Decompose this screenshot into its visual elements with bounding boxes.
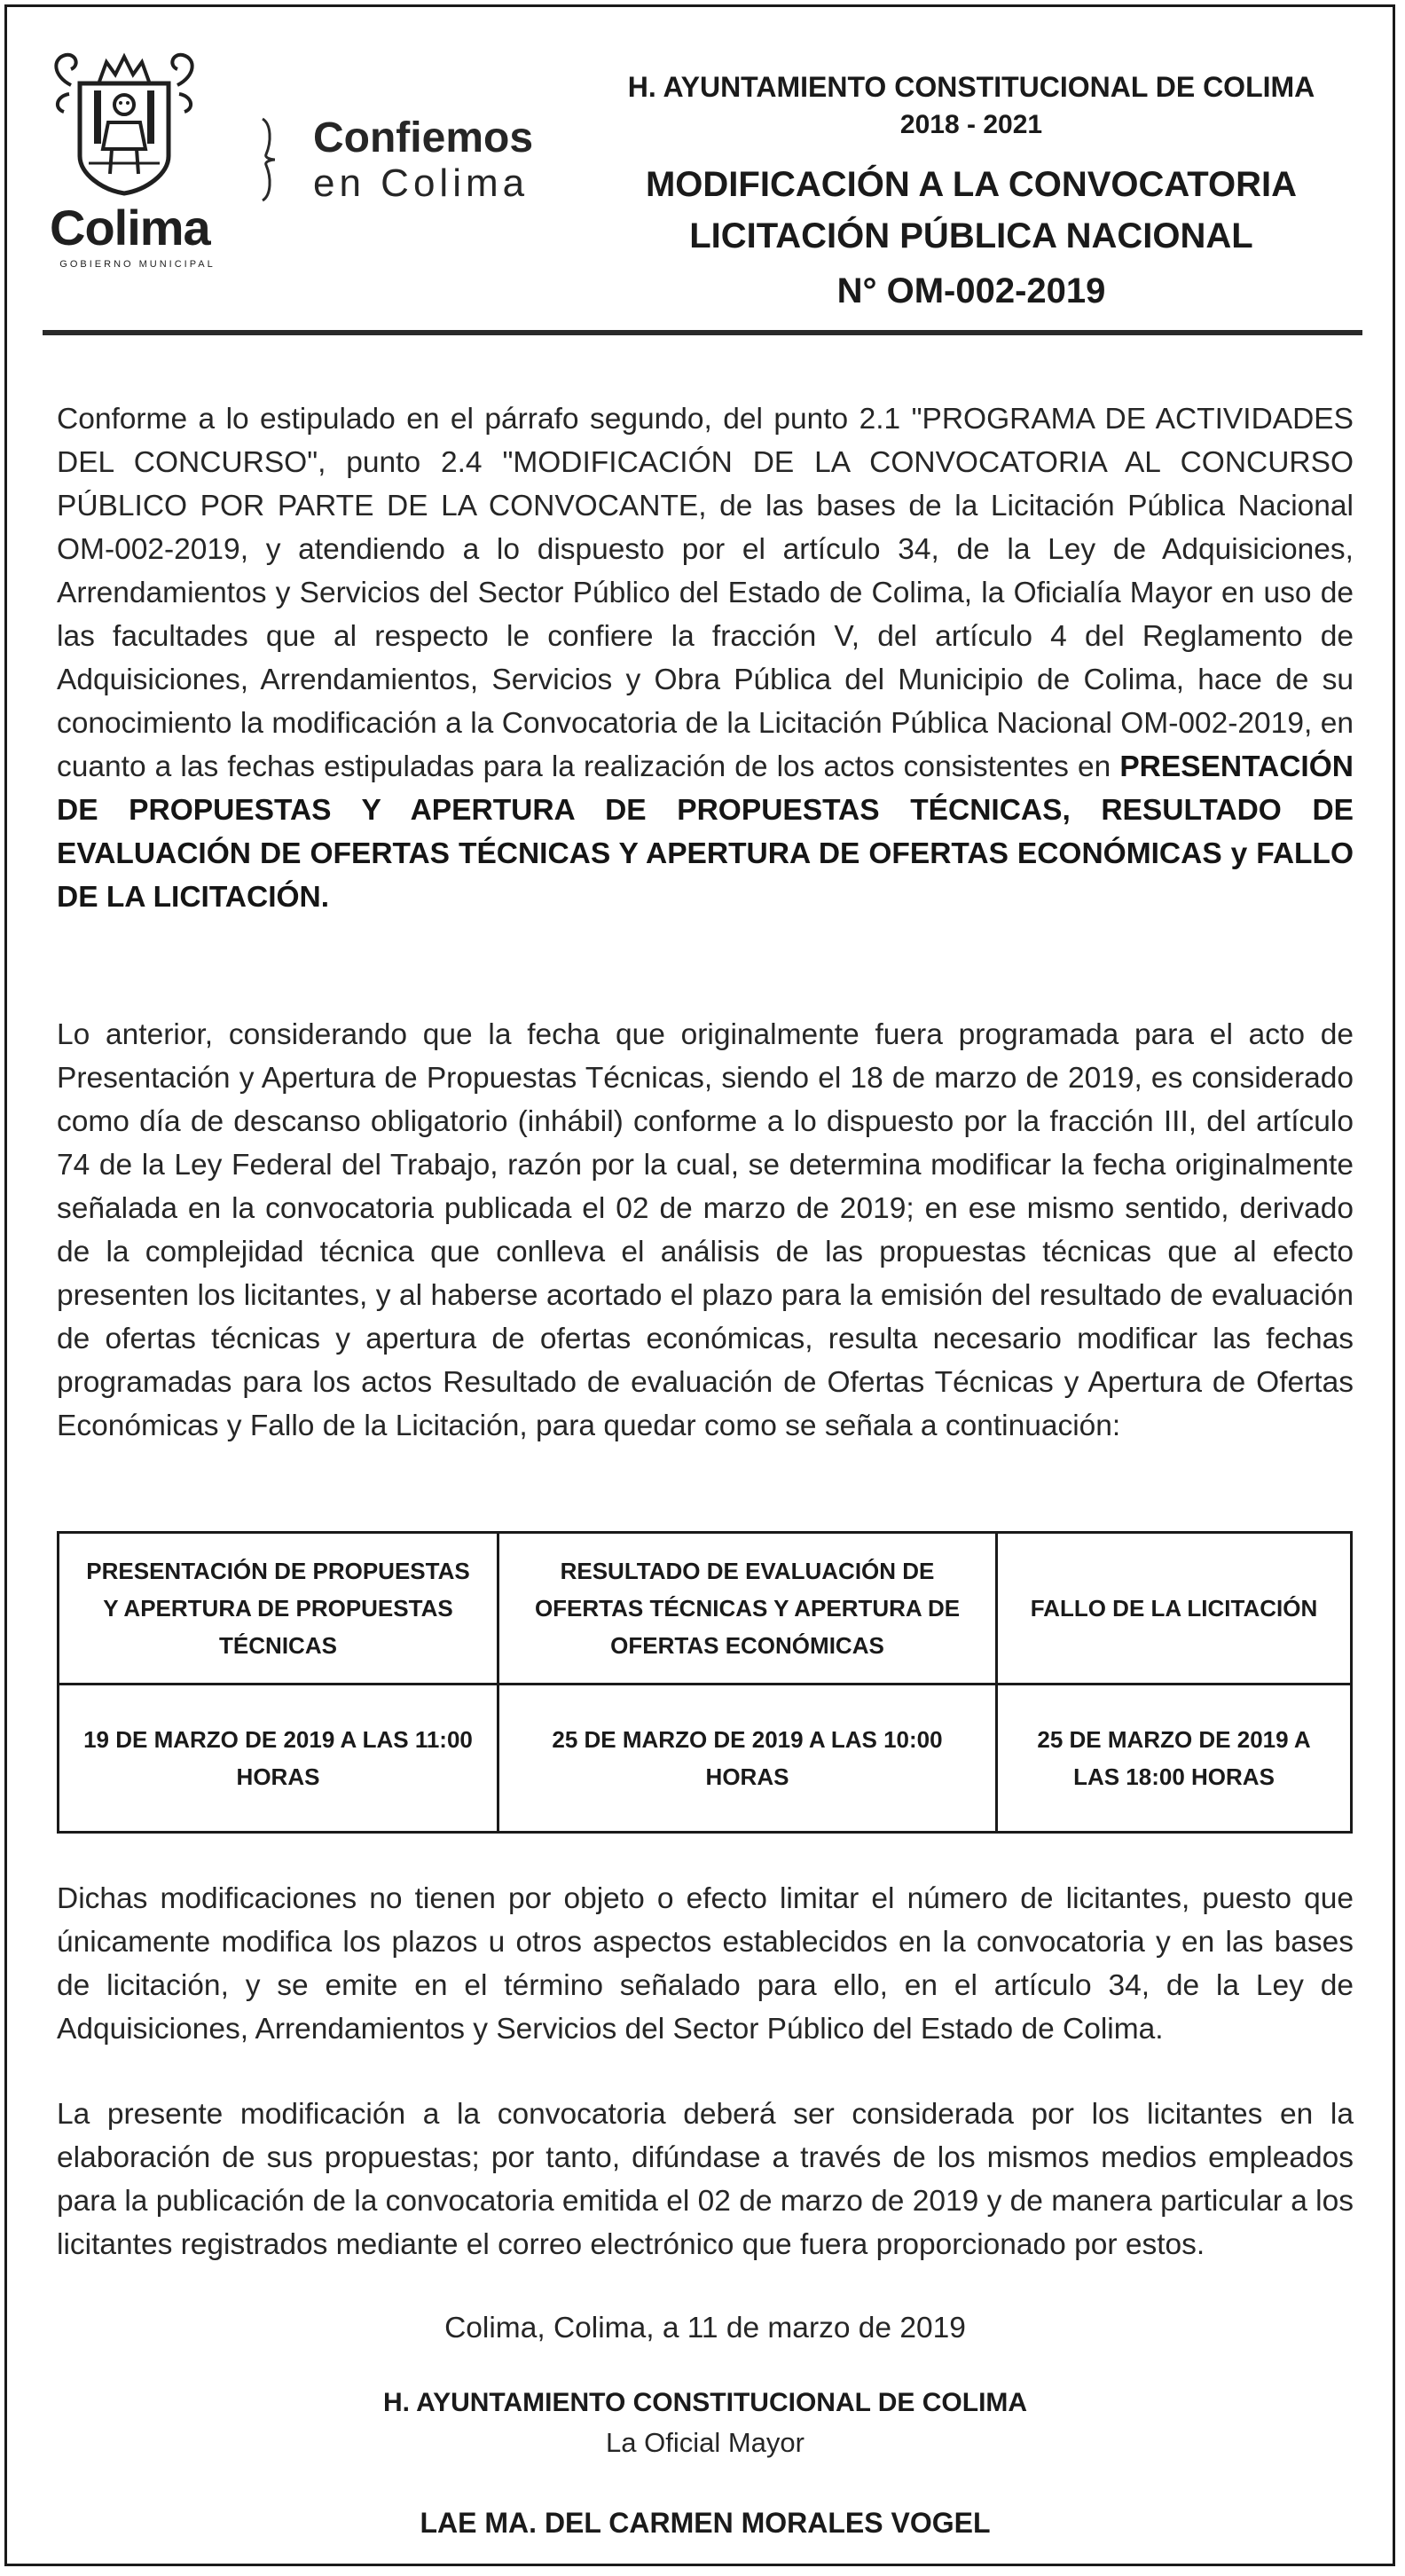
- signatory-name: LAE MA. DEL CARMEN MORALES VOGEL: [420, 2507, 991, 2539]
- signature-role: La Oficial Mayor: [606, 2427, 805, 2458]
- table-header-cell: FALLO DE LA LICITACIÓN: [997, 1533, 1352, 1685]
- paragraph-justification: Lo anterior, considerando que la fecha que originalmente fuera programada para el acto de Presentación y Apertura de Propuestas Técnicas, siendo el 18 de marzo de 2019, es considerado como día de descanso obligatorio (inhábil) conforme a lo dispuesto por la fracción III, del artículo 74 de la Ley Federal del Trabajo, razón por la cual, se determina modificar la fecha originalmente señalada en la convocatoria publicada el 02 de marzo de 2019; en ese mismo sentido, derivado de la complejidad técnica que conlleva el análisis de las propuestas técnicas que al efecto presenten los licitantes, y al haberse acortado el plazo para la emisión del resultado de evaluación de ofertas técnicas y apertura de ofertas económicas, resulta necesario modificar las fechas programadas para los actos Resultado de evaluación de Ofertas Técnicas y Apertura de Ofertas Económicas y Fallo de la Licitación, para quedar como se señala a continuación:: [57, 1018, 1354, 1442]
- brace-divider-icon: [255, 115, 282, 204]
- table-header-row: [59, 1533, 1352, 1685]
- table-cell: 25 DE MARZO DE 2019 A LAS 18:00 HORAS: [997, 1685, 1352, 1833]
- document-subtitle: LICITACIÓN PÚBLICA NACIONAL: [689, 216, 1253, 255]
- table-cell: 19 DE MARZO DE 2019 A LAS 11:00 HORAS: [59, 1685, 498, 1833]
- logo-wordmark: Colima: [50, 200, 210, 255]
- tagline-title: Confiemos: [313, 114, 534, 161]
- table-row: [59, 1685, 1352, 1833]
- document-number: N° OM-002-2019: [836, 271, 1106, 310]
- signature-organization: H. AYUNTAMIENTO CONSTITUCIONAL DE COLIMA: [382, 2388, 1028, 2417]
- paragraph-dissemination: La presente modificación a la convocatoria deberá ser considerada por los licitantes en la elaboración de sus propuestas; por tanto, difúndase a través de los mismos medios empleados para la publicación de la convocatoria emitida el 02 de marzo de 2019 y de manera particular a los licitantes registrados mediante el correo electrónico que fuera proporcionado por estos.: [57, 2098, 1354, 2261]
- paragraph-scope: Dichas modificaciones no tienen por objeto o efecto limitar el número de licitantes, puesto que únicamente modifica los plazos u otros aspectos establecidos en la convocatoria y en las bases de licitación, y se emite en el término señalado para ello, en el artículo 34, de la Ley de Adquisiciones, Arrendamientos y Servicios del Sector Público del Estado de Colima.: [57, 1882, 1354, 2046]
- table-header-cell: PRESENTACIÓN DE PROPUESTAS Y APERTURA DE PROPUESTAS TÉCNICAS: [59, 1533, 498, 1685]
- org-name: H. AYUNTAMIENTO CONSTITUCIONAL DE COLIMA: [627, 71, 1315, 103]
- logo-subtitle: GOBIERNO MUNICIPAL: [59, 259, 216, 270]
- paragraph-intro: [57, 397, 1354, 919]
- header-rule: [43, 330, 1362, 335]
- colima-logo: [44, 50, 231, 280]
- paragraph-intro-text: Conforme a lo estipulado en el párrafo segundo, del punto 2.1 "PROGRAMA DE ACTIVIDADES DEL CONCURSO", punto 2.4 "MODIFICACIÓN DE LA CONVOCATORIA AL CONCURSO PÚBLICO POR PARTE DE LA CONVOCANTE, de las bases de la Licitación Pública Nacional OM-002-2019, y atendiendo a lo dispuesto por el artículo 34, de la Ley de Adquisiciones, Arrendamientos y Servicios del Sector Público del Estado de Colima, la Oficialía Mayor en uso de las facultades que al respecto le confiere la fracción V, del artículo 4 del Reglamento de Adquisiciones, Arrendamientos, Servicios y Obra Pública del Municipio de Colima, hace de su conocimiento la modificación a la Convocatoria de la Licitación Pública Nacional OM-002-2019, en cuanto a las fechas estipuladas para la realización de los actos consistentes en: [57, 403, 1354, 783]
- tagline-subtitle: en Colima: [313, 161, 530, 205]
- coat-of-arms-icon: [44, 50, 204, 196]
- paragraph-intro-emphasis: PRESENTACIÓN DE PROPUESTAS Y APERTURA DE PROPUESTAS TÉCNICAS, RESULTADO DE EVALUACIÓN DE OFERTAS TÉCNICAS Y APERTURA DE OFERTAS ECONÓMICAS y FALLO DE LA LICITACIÓN.: [57, 750, 1354, 914]
- document-title: MODIFICACIÓN A LA CONVOCATORIA: [645, 165, 1298, 204]
- table-cell: 25 DE MARZO DE 2019 A LAS 10:00 HORAS: [498, 1685, 997, 1833]
- place-date: Colima, Colima, a 11 de marzo de 2019: [444, 2312, 966, 2344]
- schedule-table: [57, 1531, 1353, 1834]
- org-term: 2018 - 2021: [899, 110, 1043, 139]
- table-header-cell: RESULTADO DE EVALUACIÓN DE OFERTAS TÉCNICAS Y APERTURA DE OFERTAS ECONÓMICAS: [498, 1533, 997, 1685]
